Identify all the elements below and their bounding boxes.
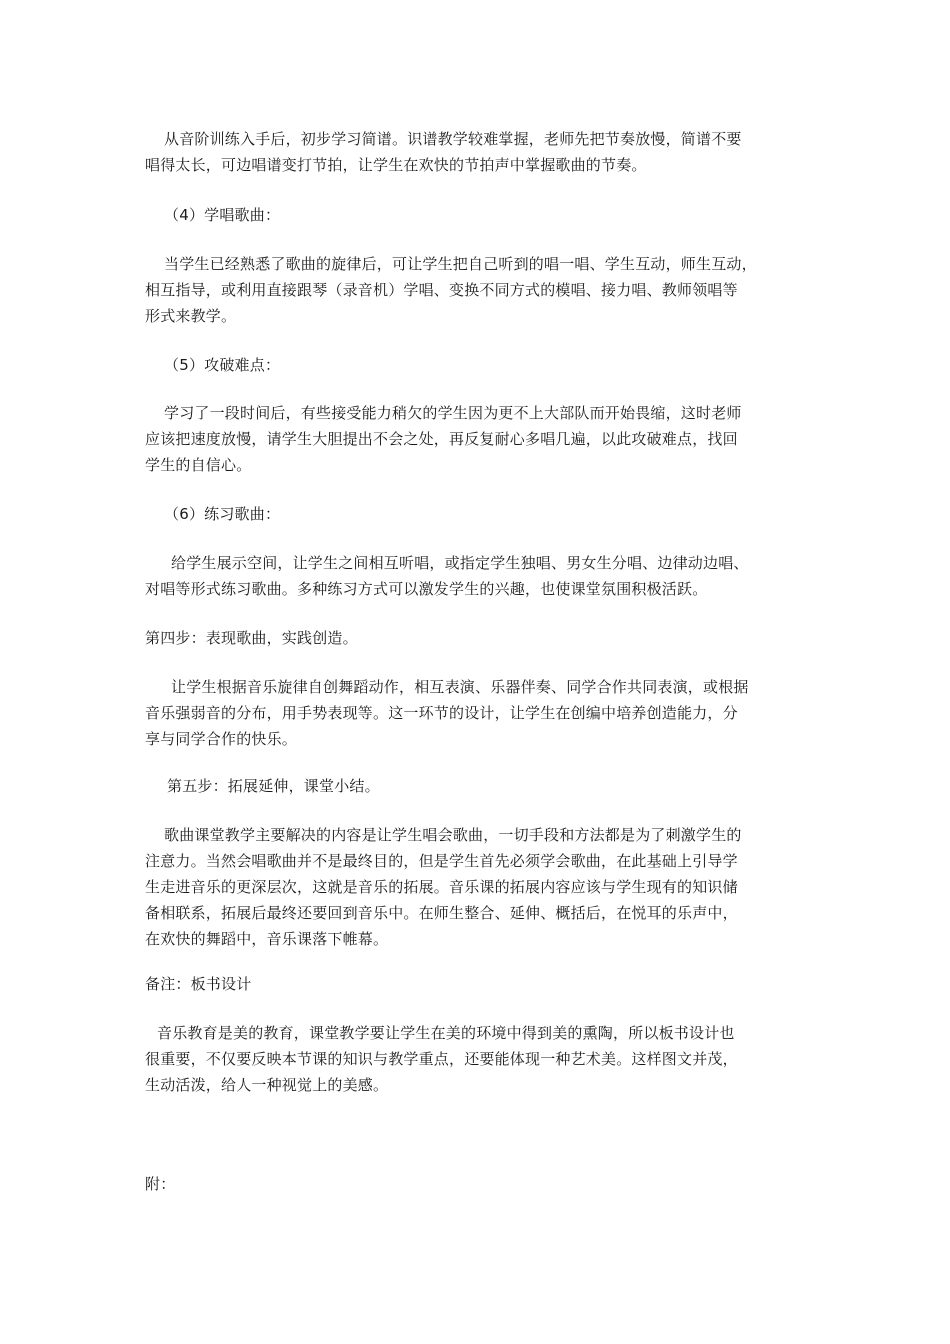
text-line: 很重要，不仅要反映本节课的知识与教学重点，还要能体现一种艺术美。这样图文并茂， — [145, 1050, 738, 1068]
text-line: （5）攻破难点： — [164, 356, 281, 374]
text-line: 第四步：表现歌曲，实践创造。 — [145, 629, 358, 647]
heading-break-difficulties — [145, 352, 825, 378]
paragraph-step-four — [145, 674, 825, 752]
paragraph-practice-song — [145, 550, 825, 602]
text-line: 生动活泼，给人一种视觉上的美感。 — [145, 1076, 389, 1094]
text-line: 对唱等形式练习歌曲。多种练习方式可以激发学生的兴趣，也使课堂氛围积极活跃。 — [145, 580, 708, 598]
text-line: 从音阶训练入手后，初步学习简谱。识谱教学较难掌握，老师先把节奏放慢，简谱不要 — [164, 130, 742, 148]
paragraph-break-difficulties — [145, 400, 825, 478]
text-line: 学生的自信心。 — [145, 456, 252, 474]
text-line: 当学生已经熟悉了歌曲的旋律后，可让学生把自己听到的唱一唱、学生互动，师生互动， — [164, 255, 757, 273]
heading-appendix — [145, 1171, 825, 1197]
text-line: 备相联系，拓展后最终还要回到音乐中。在师生整合、延伸、概括后，在悦耳的乐声中， — [145, 904, 738, 922]
text-line: 学习了一段时间后，有些接受能力稍欠的学生因为更不上大部队而开始畏缩，这时老师 — [164, 404, 742, 422]
text-line: 给学生展示空间，让学生之间相互听唱，或指定学生独唱、男女生分唱、边律动边唱、 — [171, 554, 749, 572]
text-line: 生走进音乐的更深层次，这就是音乐的拓展。音乐课的拓展内容应该与学生现有的知识储 — [145, 878, 738, 896]
text-line: 附： — [145, 1175, 176, 1193]
text-line: 唱得太长，可边唱谱变打节拍，让学生在欢快的节拍声中掌握歌曲的节奏。 — [145, 156, 647, 174]
heading-learn-song — [145, 202, 825, 228]
heading-note-board-design — [145, 971, 825, 997]
paragraph-solfege-intro — [145, 126, 825, 178]
text-line: 形式来教学。 — [145, 307, 237, 325]
text-line: 应该把速度放慢，请学生大胆提出不会之处，再反复耐心多唱几遍，以此攻破难点，找回 — [145, 430, 738, 448]
text-line: （4）学唱歌曲： — [164, 206, 281, 224]
text-line: 注意力。当然会唱歌曲并不是最终目的，但是学生首先必须学会歌曲，在此基础上引导学 — [145, 852, 738, 870]
paragraph-board-design — [145, 1020, 825, 1098]
text-line: 第五步：拓展延伸，课堂小结。 — [167, 777, 380, 795]
text-line: 音乐教育是美的教育，课堂教学要让学生在美的环境中得到美的熏陶，所以板书设计也 — [157, 1024, 735, 1042]
text-line: （6）练习歌曲： — [164, 505, 281, 523]
text-line: 相互指导，或利用直接跟琴（录音机）学唱、变换不同方式的模唱、接力唱、教师领唱等 — [145, 281, 738, 299]
paragraph-learn-song — [145, 251, 825, 329]
text-line: 音乐强弱音的分布，用手势表现等。这一环节的设计，让学生在创编中培养创造能力，分 — [145, 704, 738, 722]
text-line: 让学生根据音乐旋律自创舞蹈动作，相互表演、乐器伴奏、同学合作共同表演，或根据 — [171, 678, 749, 696]
text-line: 在欢快的舞蹈中，音乐课落下帷幕。 — [145, 930, 389, 948]
text-line: 备注：板书设计 — [145, 975, 252, 993]
text-line: 享与同学合作的快乐。 — [145, 730, 298, 748]
heading-step-five — [145, 773, 825, 799]
heading-practice-song — [145, 501, 825, 527]
text-line: 歌曲课堂教学主要解决的内容是让学生唱会歌曲，一切手段和方法都是为了刺激学生的 — [164, 826, 742, 844]
paragraph-step-five — [145, 822, 825, 952]
heading-step-four — [145, 625, 825, 651]
